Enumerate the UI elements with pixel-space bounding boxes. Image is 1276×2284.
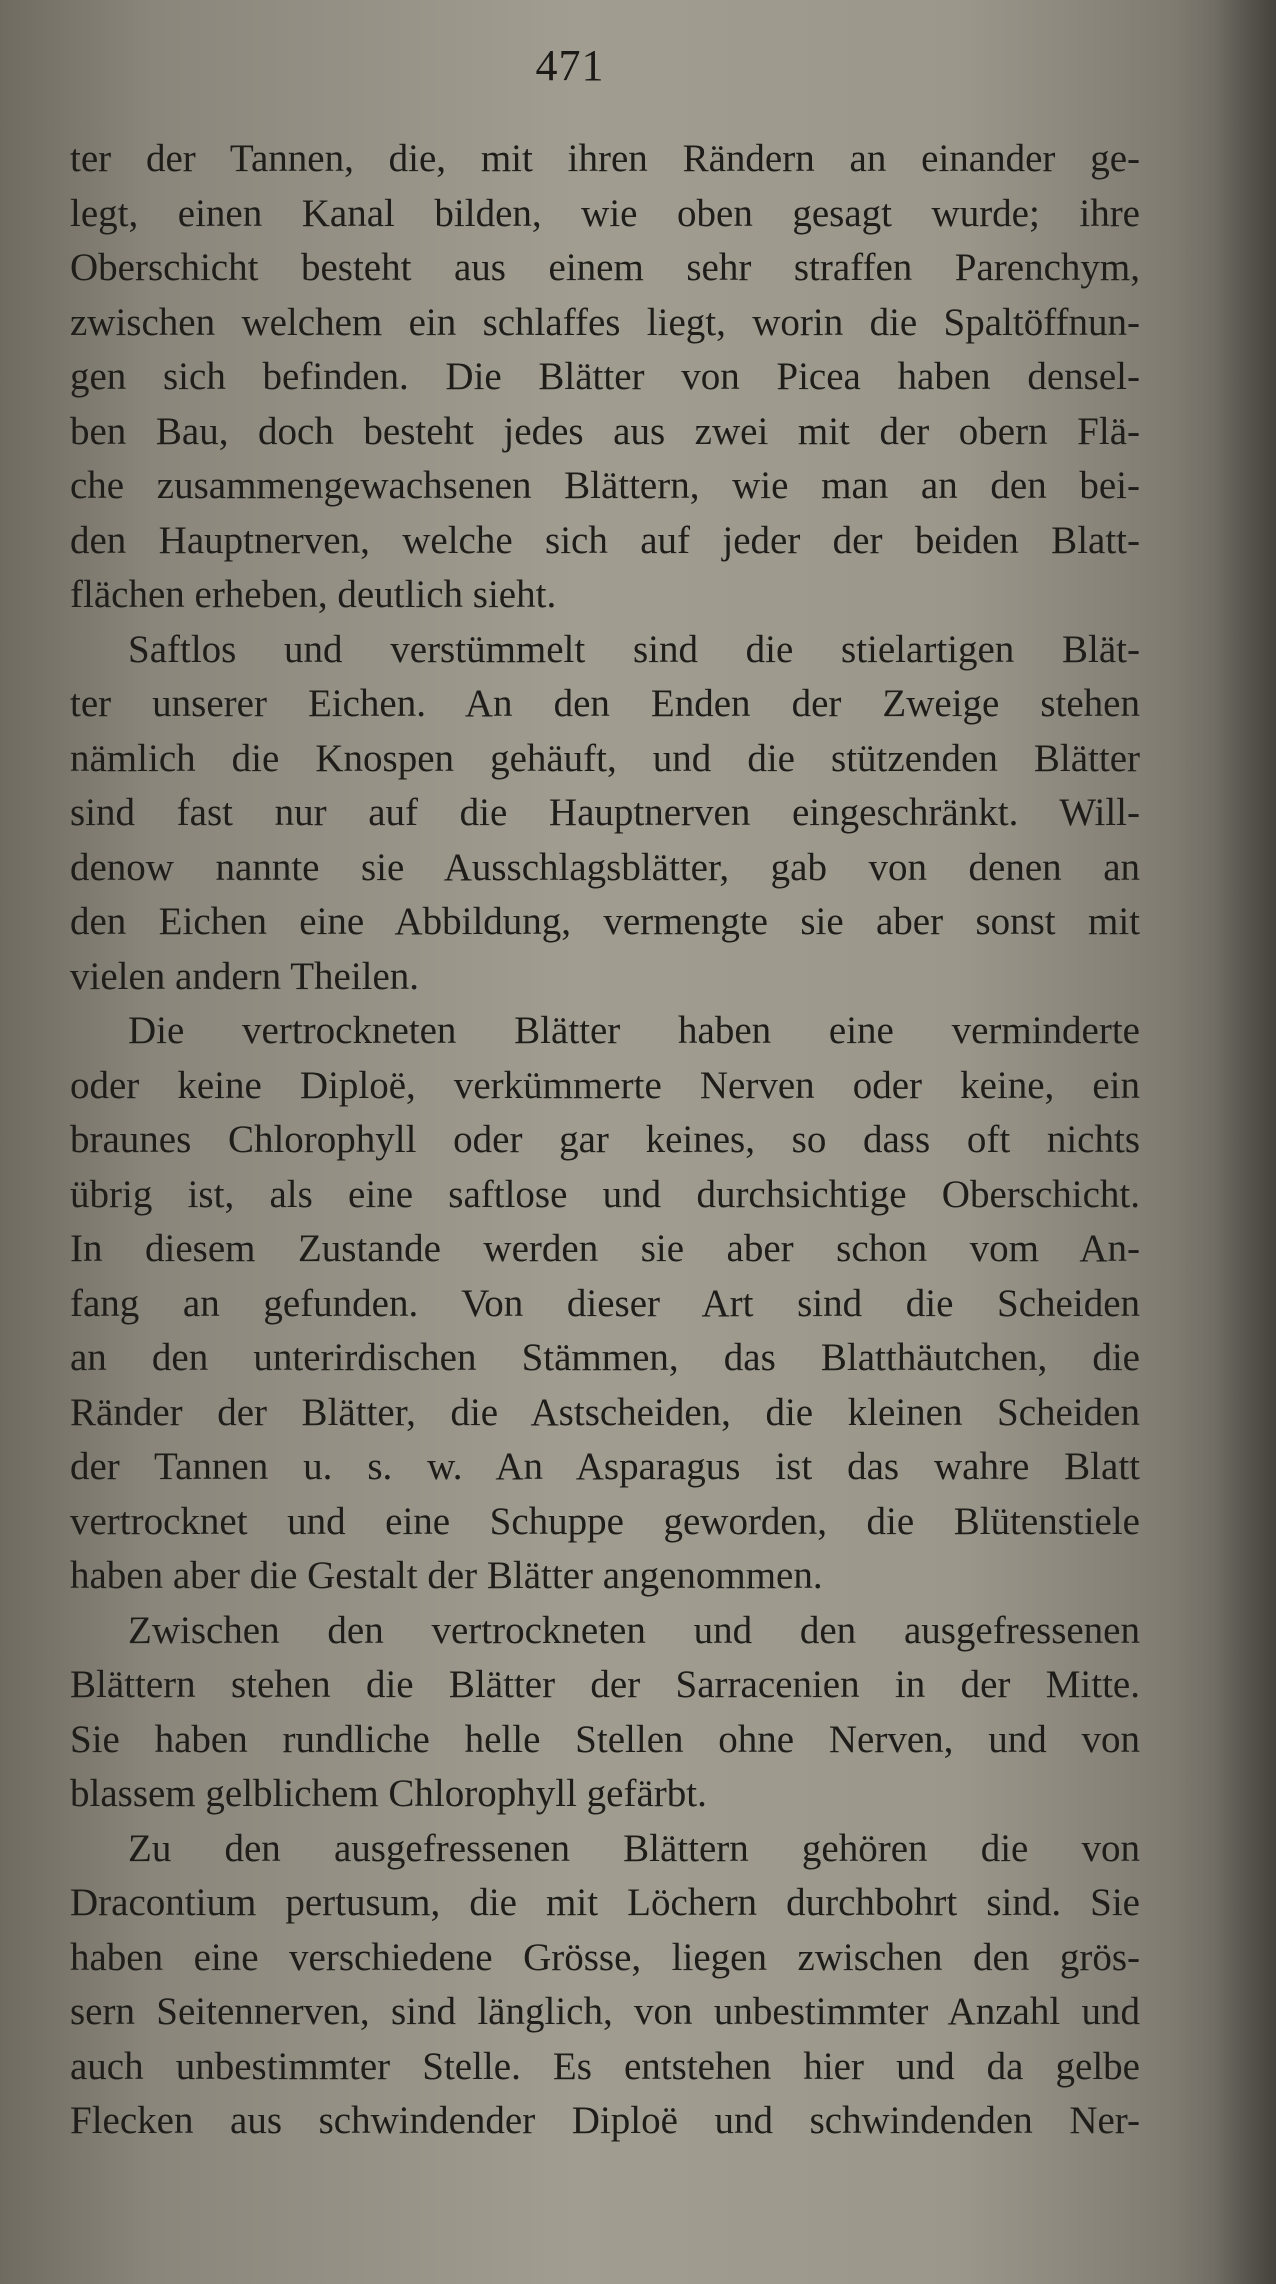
paragraph-start-line: Zu den ausgefressenen Blättern gehören die von xyxy=(128,1826,1140,1870)
text-line: an den unterirdischen Stämmen, das Blatthäutchen, die xyxy=(70,1336,1140,1379)
text-line: der Tannen u. s. w. An Asparagus ist das wahre Blatt xyxy=(70,1445,1140,1488)
text-line: haben eine verschiedene Grösse, liegen zwischen den grös- xyxy=(70,1935,1140,1979)
text-line: oder keine Diploë, verkümmerte Nerven oder keine, ein xyxy=(70,1063,1140,1107)
page-number: 471 xyxy=(535,41,605,90)
text-line: legt, einen Kanal bilden, wie oben gesagt wurde; ihre xyxy=(70,191,1140,235)
text-line: übrig ist, als eine saftlose und durchsichtige Oberschicht. xyxy=(70,1172,1140,1216)
text-line: den Hauptnerven, welche sich auf jeder der beiden Blatt- xyxy=(70,518,1140,562)
paragraph-start-line: Zwischen den vertrockneten und den ausgefressenen xyxy=(128,1608,1140,1652)
text-line: auch unbestimmter Stelle. Es entstehen hier und da gelbe xyxy=(70,2044,1140,2088)
text-line: ben Bau, doch besteht jedes aus zwei mit der obern Flä- xyxy=(70,409,1140,453)
paragraph-start-line: Die vertrockneten Blätter haben eine verminderte xyxy=(128,1009,1140,1052)
paragraph-end-line: blassem gelblichem Chlorophyll gefärbt. xyxy=(70,1772,707,1815)
text-line: ter der Tannen, die, mit ihren Rändern an einander ge- xyxy=(70,137,1140,180)
text-line: den Eichen eine Abbildung, vermengte sie aber sonst mit xyxy=(70,900,1140,943)
text-line: nämlich die Knospen gehäuft, und die stützenden Blätter xyxy=(70,736,1140,780)
text-line: Oberschicht besteht aus einem sehr straffen Parenchym, xyxy=(70,246,1140,289)
paragraph-start-line: Saftlos und verstümmelt sind die stielartigen Blät- xyxy=(128,627,1140,671)
text-line: che zusammengewachsenen Blättern, wie man an den bei- xyxy=(70,464,1140,507)
paragraph-end-line: haben aber die Gestalt der Blätter angenommen. xyxy=(70,1554,823,1597)
paragraph-end-line: vielen andern Theilen. xyxy=(70,954,420,998)
text-line: denow nannte sie Ausschlagsblätter, gab von denen an xyxy=(70,845,1140,889)
text-line: Dracontium pertusum, die mit Löchern durchbohrt sind. Sie xyxy=(70,1881,1140,1924)
text-line: Ränder der Blätter, die Astscheiden, die kleinen Scheiden xyxy=(70,1390,1140,1434)
text-line: Blättern stehen die Blätter der Sarracenien in der Mitte. xyxy=(70,1663,1140,1706)
text-line: sern Seitennerven, sind länglich, von unbestimmter Anzahl und xyxy=(70,1990,1140,2033)
text-line: Flecken aus schwindender Diploë und schwindenden Ner- xyxy=(70,2099,1140,2142)
text-line: braunes Chlorophyll oder gar keines, so dass oft nichts xyxy=(70,1118,1140,1161)
text-line: sind fast nur auf die Hauptnerven eingeschränkt. Will- xyxy=(70,791,1140,834)
text-line: vertrocknet und eine Schuppe geworden, die Blütenstiele xyxy=(70,1499,1140,1543)
text-line: In diesem Zustande werden sie aber schon vom An- xyxy=(70,1227,1140,1270)
text-line: Sie haben rundliche helle Stellen ohne Nerven, und von xyxy=(70,1717,1140,1761)
text-line: ter unserer Eichen. An den Enden der Zweige stehen xyxy=(70,682,1140,725)
body-text xyxy=(70,132,1140,2149)
text-line: fang an gefunden. Von dieser Art sind die Scheiden xyxy=(70,1281,1140,1325)
paragraph-end-line: flächen erheben, deutlich sieht. xyxy=(70,573,557,616)
text-line: gen sich befinden. Die Blätter von Picea haben densel- xyxy=(70,355,1140,398)
text-line: zwischen welchem ein schlaffes liegt, worin die Spaltöffnun- xyxy=(70,300,1140,344)
